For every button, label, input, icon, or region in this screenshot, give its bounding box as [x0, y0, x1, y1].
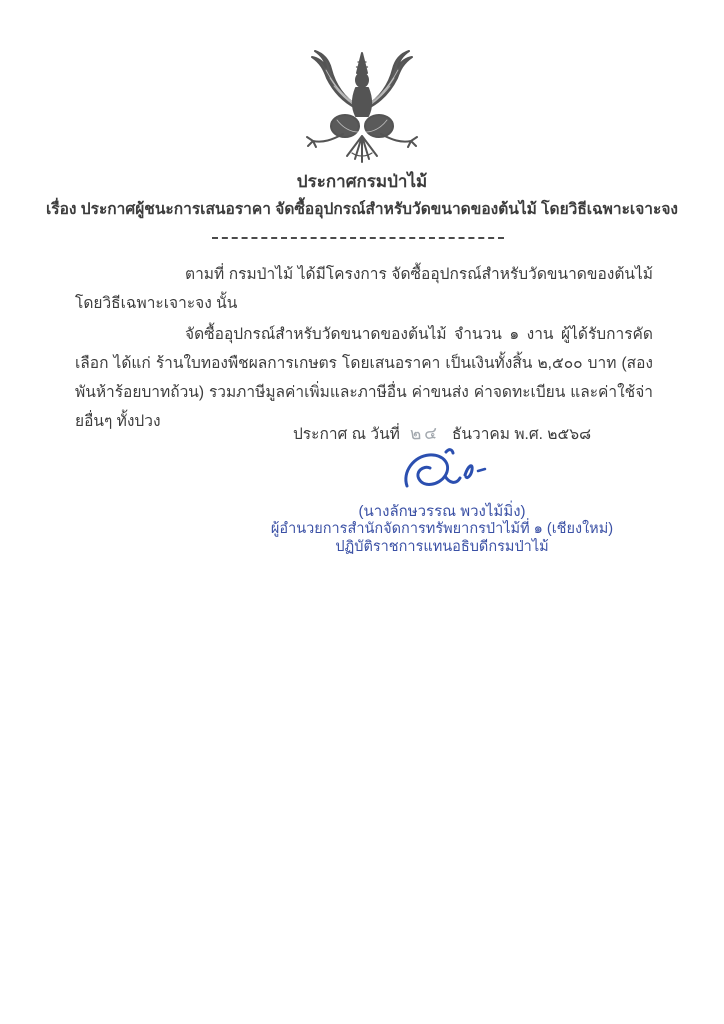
signer-position: ผู้อำนวยการสำนักจัดการทรัพยากรป่าไม้ที่ ๑ (เชียงใหม่)	[270, 521, 614, 537]
signer-name: (นางลักษวรรณ พวงไม้มิ่ง)	[358, 503, 526, 520]
document-title: ประกาศกรมป่าไม้	[296, 172, 428, 191]
date-suffix: ธันวาคม พ.ศ. ๒๕๖๘	[451, 426, 592, 443]
date-prefix: ประกาศ ณ วันที่	[292, 426, 400, 443]
paragraph-reference: ตามที่ กรมป่าไม้ ได้มีโครงการ จัดซื้ออุปกรณ์สำหรับวัดขนาดของต้นไม้ โดยวิธีเฉพาะเจาะจง นั้น	[75, 266, 653, 312]
announcement-date-line	[242, 420, 642, 447]
handwritten-day: ๒๔	[409, 423, 441, 444]
dashed-divider	[212, 237, 504, 239]
signature-mark	[242, 446, 642, 503]
subject-line: เรื่อง ประกาศผู้ชนะการเสนอราคา จัดซื้ออุปกรณ์สำหรับวัดขนาดของต้นไม้ โดยวิธีเฉพาะเจาะจง	[46, 201, 678, 218]
garuda-emblem-icon	[296, 50, 428, 169]
paragraph-award-details: จัดซื้ออุปกรณ์สำหรับวัดขนาดของต้นไม้ จำนวน ๑ งาน ผู้ได้รับการคัดเลือก ได้แก่ ร้านใบทองพืชผลการเกษตร โดยเสนอราคา เป็นเงินทั้งสิ้น ๒,๕๐๐ บาท (สองพันห้าร้อยบาทถ้วน) รวมภาษีมูลค่าเพิ่มและภาษีอื่น ค่าขนส่ง ค่าจดทะเบียน และค่าใช้จ่ายอื่นๆ ทั้งปวง	[75, 326, 653, 430]
signer-acting-for: ปฏิบัติราชการแทนอธิบดีกรมป่าไม้	[335, 539, 549, 555]
